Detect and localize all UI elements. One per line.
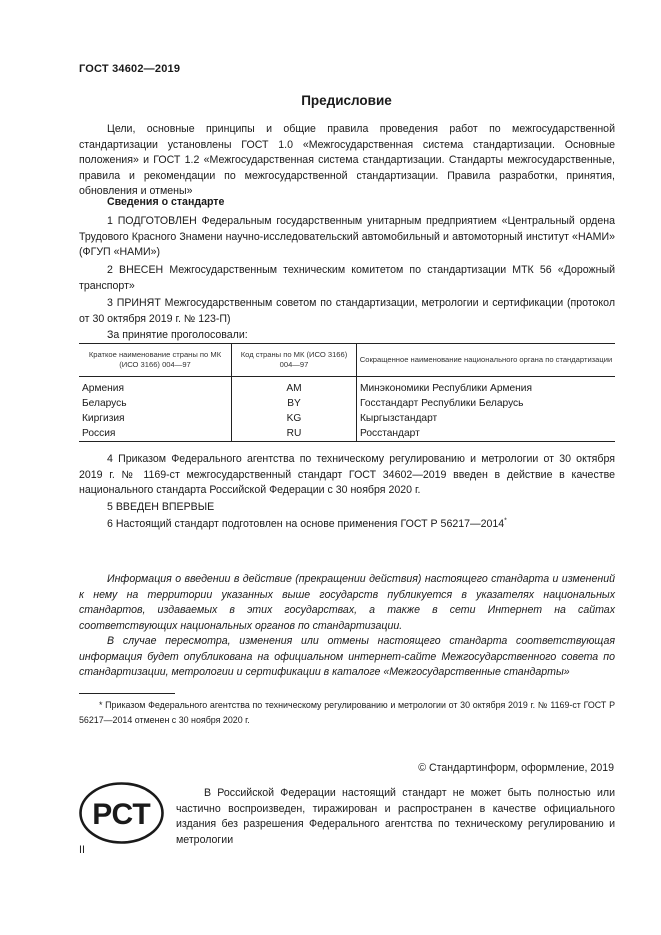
info-paragraph-1: Информация о введении в действие (прекращении действия) настоящего стандарта и изменений к нему на территории указанных выше государств публикуется в указателях национальных стандартов, издаваемых в этих государствах, а также в сети Интернет на сайтах соответствующих национальных органов по стандартизации. xyxy=(79,573,615,632)
item-1-paragraph: 1 ПОДГОТОВЛЕН Федеральным государственным унитарным предприятием «Центральный ордена Трудового Красного Знамени научно-исследовательский автомобильный и автомоторный институт «НАМИ» (ФГУП «НАМИ») xyxy=(79,215,615,259)
vote-table-header-row xyxy=(79,344,615,377)
header-standards-body: Сокращенное наименование национального органа по стандартизации xyxy=(357,344,616,377)
intro-paragraph: Цели, основные принципы и общие правила проведения работ по межгосударственной стандартизации установлены ГОСТ 1.0 «Межгосударственная система стандартизации. Основные положения» и ГОСТ 1.2 «Межгосударственная система стандартизации. Стандарты межгосударственные, правила и рекомендации по межгосударственной стандартизации. Правила разработки, принятия, обновления и отмены» xyxy=(79,123,615,198)
country-code-cell: RU xyxy=(232,426,357,442)
table-row xyxy=(79,411,615,426)
country-code-cell: BY xyxy=(232,396,357,411)
info-paragraph-2: В случае пересмотра, изменения или отмены настоящего стандарта соответствующая информация будет опубликована на официальном интернет-сайте Межгосударственного совета по стандартизации, метрологии и сертификации в каталоге «Межгосударственные стандарты» xyxy=(79,635,615,679)
footnote-text: * Приказом Федерального агентства по техническому регулированию и метрологии от 30 октября 2019 г. № 1169-ст ГОСТ Р 56217—2014 отменен с 30 ноября 2020 г. xyxy=(79,700,615,725)
item-2-paragraph: 2 ВНЕСЕН Межгосударственным техническим комитетом по стандартизации МТК 56 «Дорожный транспорт» xyxy=(79,264,615,292)
section-heading: Сведения о стандарте xyxy=(107,196,225,208)
header-country-code: Код страны по МК (ИСО 3166) 004—97 xyxy=(232,344,357,377)
country-name-cell: Армения xyxy=(79,381,232,396)
page-title: Предисловие xyxy=(301,93,392,108)
table-row xyxy=(79,396,615,411)
country-name-cell: Киргизия xyxy=(79,411,232,426)
item-6-text: 6 Настоящий стандарт подготовлен на основе применения ГОСТ Р 56217—2014 xyxy=(107,518,505,530)
standards-body-cell: Росстандарт xyxy=(357,426,616,442)
country-code-cell: KG xyxy=(232,411,357,426)
country-code-cell: AM xyxy=(232,381,357,396)
item-5-paragraph: 5 ВВЕДЕН ВПЕРВЫЕ xyxy=(107,501,215,513)
copyright-line: © Стандартинформ, оформление, 2019 xyxy=(418,762,614,774)
item-4-paragraph: 4 Приказом Федерального агентства по техническому регулированию и метрологии от 30 октября 2019 г. № 1169-ст межгосударственный стандарт ГОСТ 34602—2019 введен в действие в качестве национального стандарта Российской Федерации с 30 ноября 2020 г. xyxy=(79,453,615,497)
rst-certification-mark-icon xyxy=(79,782,164,844)
standards-body-cell: Кыргызстандарт xyxy=(360,413,438,424)
footnote-divider xyxy=(79,693,175,694)
country-name-cell: Россия xyxy=(79,426,232,442)
standards-body-cell: Минэкономики Республики Армения xyxy=(360,383,532,394)
table-row xyxy=(79,426,615,442)
item-6-paragraph xyxy=(107,518,507,530)
footnote-marker: * xyxy=(504,517,507,525)
logo-lettering: РСТ xyxy=(92,798,151,831)
standards-body-cell: Госстандарт Республики Беларусь xyxy=(360,398,524,409)
item-3-paragraph: 3 ПРИНЯТ Межгосударственным советом по стандартизации, метрологии и сертификации (протокол от 30 октября 2019 г. № 123-П) xyxy=(79,297,615,325)
page-number: II xyxy=(79,844,85,856)
header-country-name: Краткое наименование страны по МК (ИСО 3166) 004—97 xyxy=(79,344,232,377)
document-code: ГОСТ 34602—2019 xyxy=(79,63,181,75)
table-row xyxy=(79,381,615,396)
vote-table xyxy=(79,343,615,442)
vote-label: За принятие проголосовали: xyxy=(107,329,248,341)
copyright-notice: В Российской Федерации настоящий стандарт не может быть полностью или частично воспроизведен, тиражирован и распространен в качестве официального издания без разрешения Федерального агентства по техническому регулированию и метрологии xyxy=(176,787,615,846)
country-name-cell: Беларусь xyxy=(79,396,232,411)
